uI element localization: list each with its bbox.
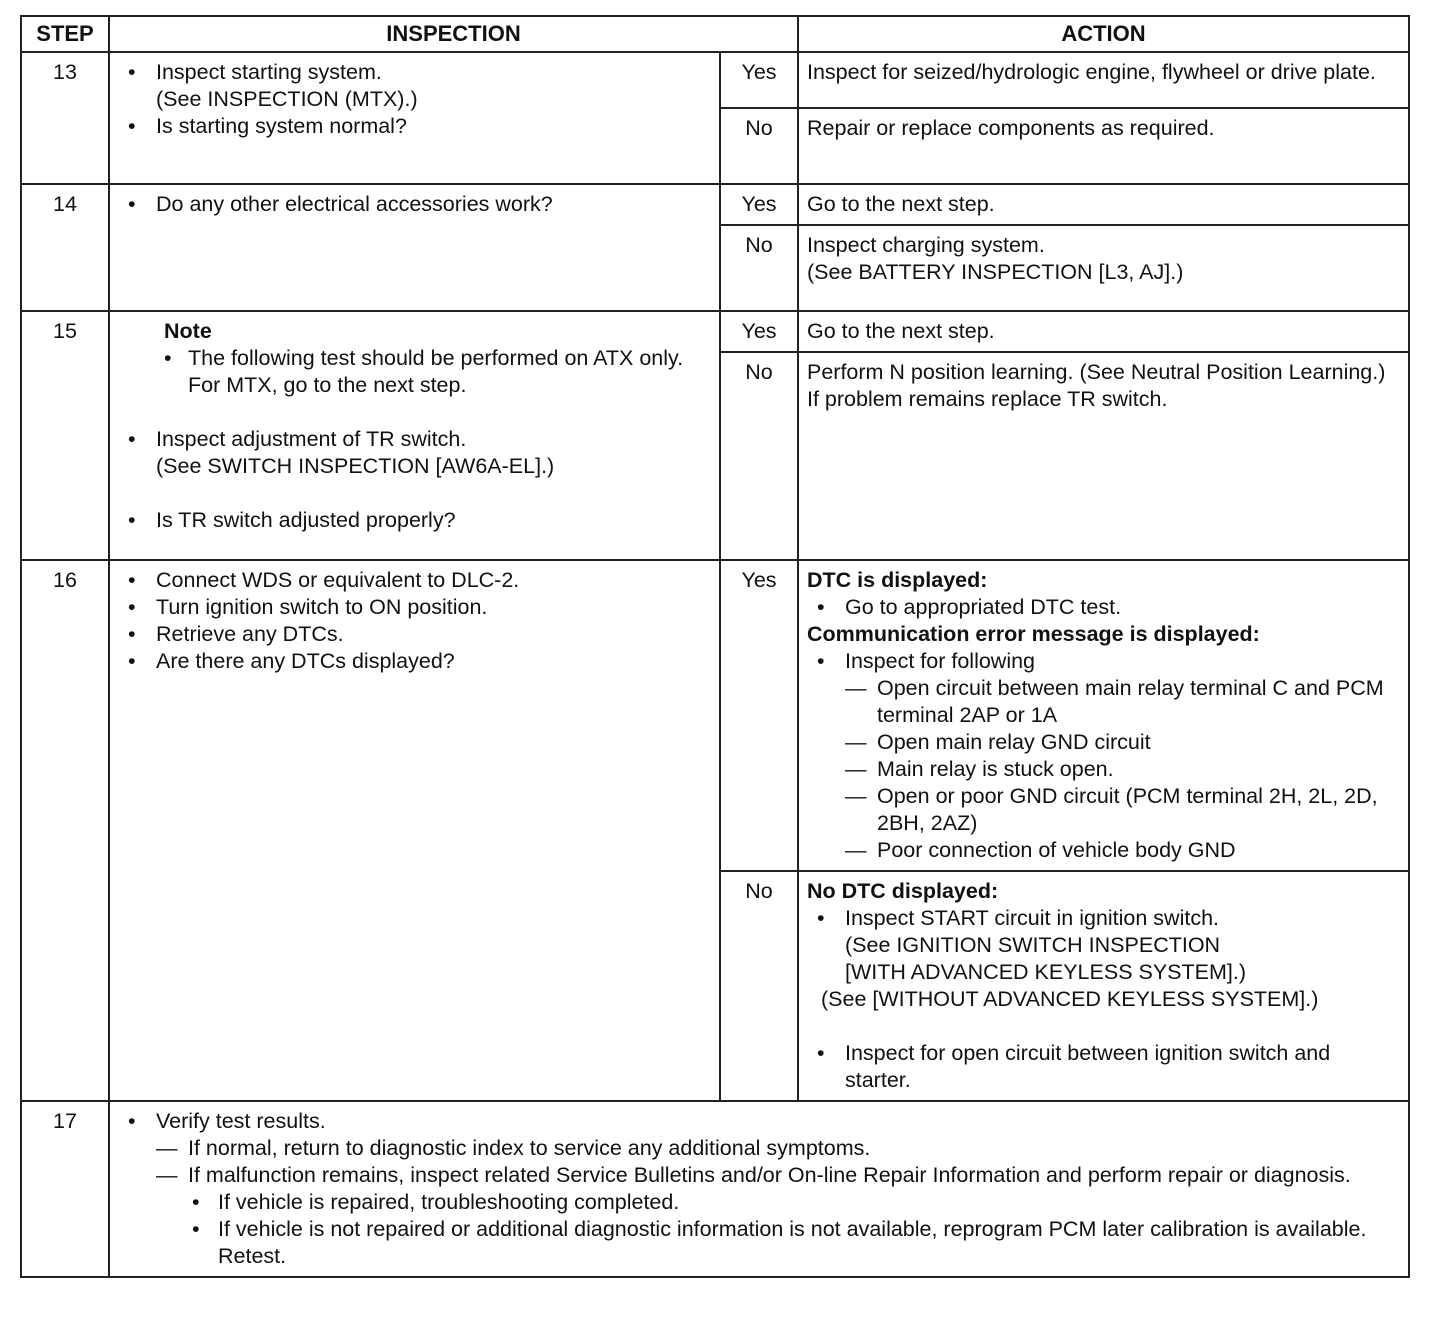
step-16-inspect-item-2: • Turn ignition switch to ON position. bbox=[124, 594, 709, 621]
step-15-inspect-item bbox=[124, 426, 709, 480]
step-16-cause-4: — Open or poor GND circuit (PCM terminal 2H, 2L, 2D, 2BH, 2AZ) bbox=[845, 783, 1398, 837]
step-17-not-repaired: • If vehicle is not repaired or additional diagnostic information is not available, reprogram PCM later calibration is available. Retest. bbox=[188, 1216, 1398, 1270]
step-17-number: 17 bbox=[21, 1101, 109, 1277]
step-16-dtc-test-item: • Go to appropriated DTC test. bbox=[815, 594, 1398, 621]
step-14-inspection bbox=[109, 184, 720, 311]
step-13-inspect-item bbox=[124, 59, 709, 113]
step-15-note-item bbox=[124, 345, 709, 399]
step-15-note-text: The following test should be performed on ATX only. bbox=[188, 346, 684, 370]
step-16-no-action bbox=[798, 871, 1409, 1101]
step-16-yes-action bbox=[798, 560, 1409, 871]
step-13-inspect-ref: (See INSPECTION (MTX).) bbox=[156, 87, 418, 111]
step-16-yes-label: Yes bbox=[720, 560, 798, 871]
step-16-ignition-ref-2: [WITH ADVANCED KEYLESS SYSTEM].) bbox=[845, 960, 1247, 984]
step-16-cause-3: — Main relay is stuck open. bbox=[845, 756, 1398, 783]
step-15-number: 15 bbox=[21, 311, 109, 560]
step-14-no-action bbox=[798, 225, 1409, 311]
step-16-yes-row bbox=[21, 560, 1409, 871]
step-14-yes-label: Yes bbox=[720, 184, 798, 225]
header-inspection: INSPECTION bbox=[109, 16, 798, 52]
step-16-cause-5: — Poor connection of vehicle body GND bbox=[845, 837, 1398, 864]
step-13-inspect-text: Inspect starting system. bbox=[156, 60, 382, 84]
step-16-inspect-item-4: • Are there any DTCs displayed? bbox=[124, 648, 709, 675]
step-14-yes-row bbox=[21, 184, 1409, 225]
header-row bbox=[21, 16, 1409, 52]
step-13-yes-label: Yes bbox=[720, 52, 798, 108]
step-13-yes-row bbox=[21, 52, 1409, 108]
step-15-yes-action: Go to the next step. bbox=[798, 311, 1409, 352]
step-16-cause-2: — Open main relay GND circuit bbox=[845, 729, 1398, 756]
step-16-dtc-displayed-heading: DTC is displayed: bbox=[807, 568, 988, 592]
step-16-cause-1: — Open circuit between main relay terminal C and PCM terminal 2AP or 1A bbox=[845, 675, 1398, 729]
step-15-note-heading: Note bbox=[164, 319, 212, 343]
step-17-inspection bbox=[109, 1101, 1409, 1277]
header-action: ACTION bbox=[798, 16, 1409, 52]
step-17-repaired: • If vehicle is repaired, troubleshooting completed. bbox=[188, 1189, 1398, 1216]
step-16-inspect-following-item: • Inspect for following bbox=[815, 648, 1398, 675]
step-16-inspect-item-3: • Retrieve any DTCs. bbox=[124, 621, 709, 648]
step-13-no-label: No bbox=[720, 108, 798, 184]
troubleshooting-table bbox=[20, 15, 1410, 1278]
step-14-no-action-text: Inspect charging system. bbox=[807, 233, 1045, 257]
step-16-inspection bbox=[109, 560, 720, 1101]
step-16-start-circuit-text: Inspect START circuit in ignition switch. bbox=[845, 906, 1220, 930]
step-13-inspection bbox=[109, 52, 720, 184]
step-16-no-label: No bbox=[720, 871, 798, 1101]
step-15-no-action: Perform N position learning. (See Neutral Position Learning.) If problem remains replace TR switch. bbox=[798, 352, 1409, 560]
step-15-question: • Is TR switch adjusted properly? bbox=[124, 507, 709, 534]
step-15-no-label: No bbox=[720, 352, 798, 560]
step-14-question: • Do any other electrical accessories work? bbox=[124, 191, 709, 218]
step-14-no-action-ref: (See BATTERY INSPECTION [L3, AJ].) bbox=[807, 260, 1184, 284]
step-17-if-normal: — If normal, return to diagnostic index to service any additional symptoms. bbox=[156, 1135, 1398, 1162]
step-14-no-label: No bbox=[720, 225, 798, 311]
step-16-without-keyless-ref: (See [WITHOUT ADVANCED KEYLESS SYSTEM].) bbox=[821, 987, 1319, 1011]
step-16-start-circuit-item bbox=[815, 905, 1398, 986]
step-16-no-dtc-heading: No DTC displayed: bbox=[807, 879, 999, 903]
step-14-number: 14 bbox=[21, 184, 109, 311]
step-15-inspect-text: Inspect adjustment of TR switch. bbox=[156, 427, 467, 451]
step-16-ignition-ref-1: (See IGNITION SWITCH INSPECTION bbox=[845, 933, 1221, 957]
step-17-row bbox=[21, 1101, 1409, 1277]
step-13-yes-action: Inspect for seized/hydrologic engine, flywheel or drive plate. bbox=[798, 52, 1409, 108]
step-13-question: • Is starting system normal? bbox=[124, 113, 709, 140]
step-15-yes-label: Yes bbox=[720, 311, 798, 352]
step-15-inspection bbox=[109, 311, 720, 560]
header-step: STEP bbox=[21, 16, 109, 52]
step-16-comm-error-heading: Communication error message is displayed: bbox=[807, 622, 1260, 646]
step-15-inspect-ref: (See SWITCH INSPECTION [AW6A-EL].) bbox=[156, 454, 555, 478]
step-17-if-malfunction: — If malfunction remains, inspect related Service Bulletins and/or On-line Repair Information and perform repair or diagnosis. bbox=[156, 1162, 1398, 1189]
step-16-number: 16 bbox=[21, 560, 109, 1101]
troubleshooting-table-page bbox=[20, 15, 1410, 1278]
step-16-inspect-item-1: • Connect WDS or equivalent to DLC-2. bbox=[124, 567, 709, 594]
step-13-no-action: Repair or replace components as required. bbox=[798, 108, 1409, 184]
step-13-number: 13 bbox=[21, 52, 109, 184]
step-17-verify-item: • Verify test results. bbox=[124, 1108, 1398, 1135]
step-14-yes-action: Go to the next step. bbox=[798, 184, 1409, 225]
step-16-open-circuit-item: • Inspect for open circuit between ignition switch and starter. bbox=[815, 1040, 1398, 1094]
step-15-note-mtx: For MTX, go to the next step. bbox=[188, 373, 467, 397]
step-15-yes-row bbox=[21, 311, 1409, 352]
